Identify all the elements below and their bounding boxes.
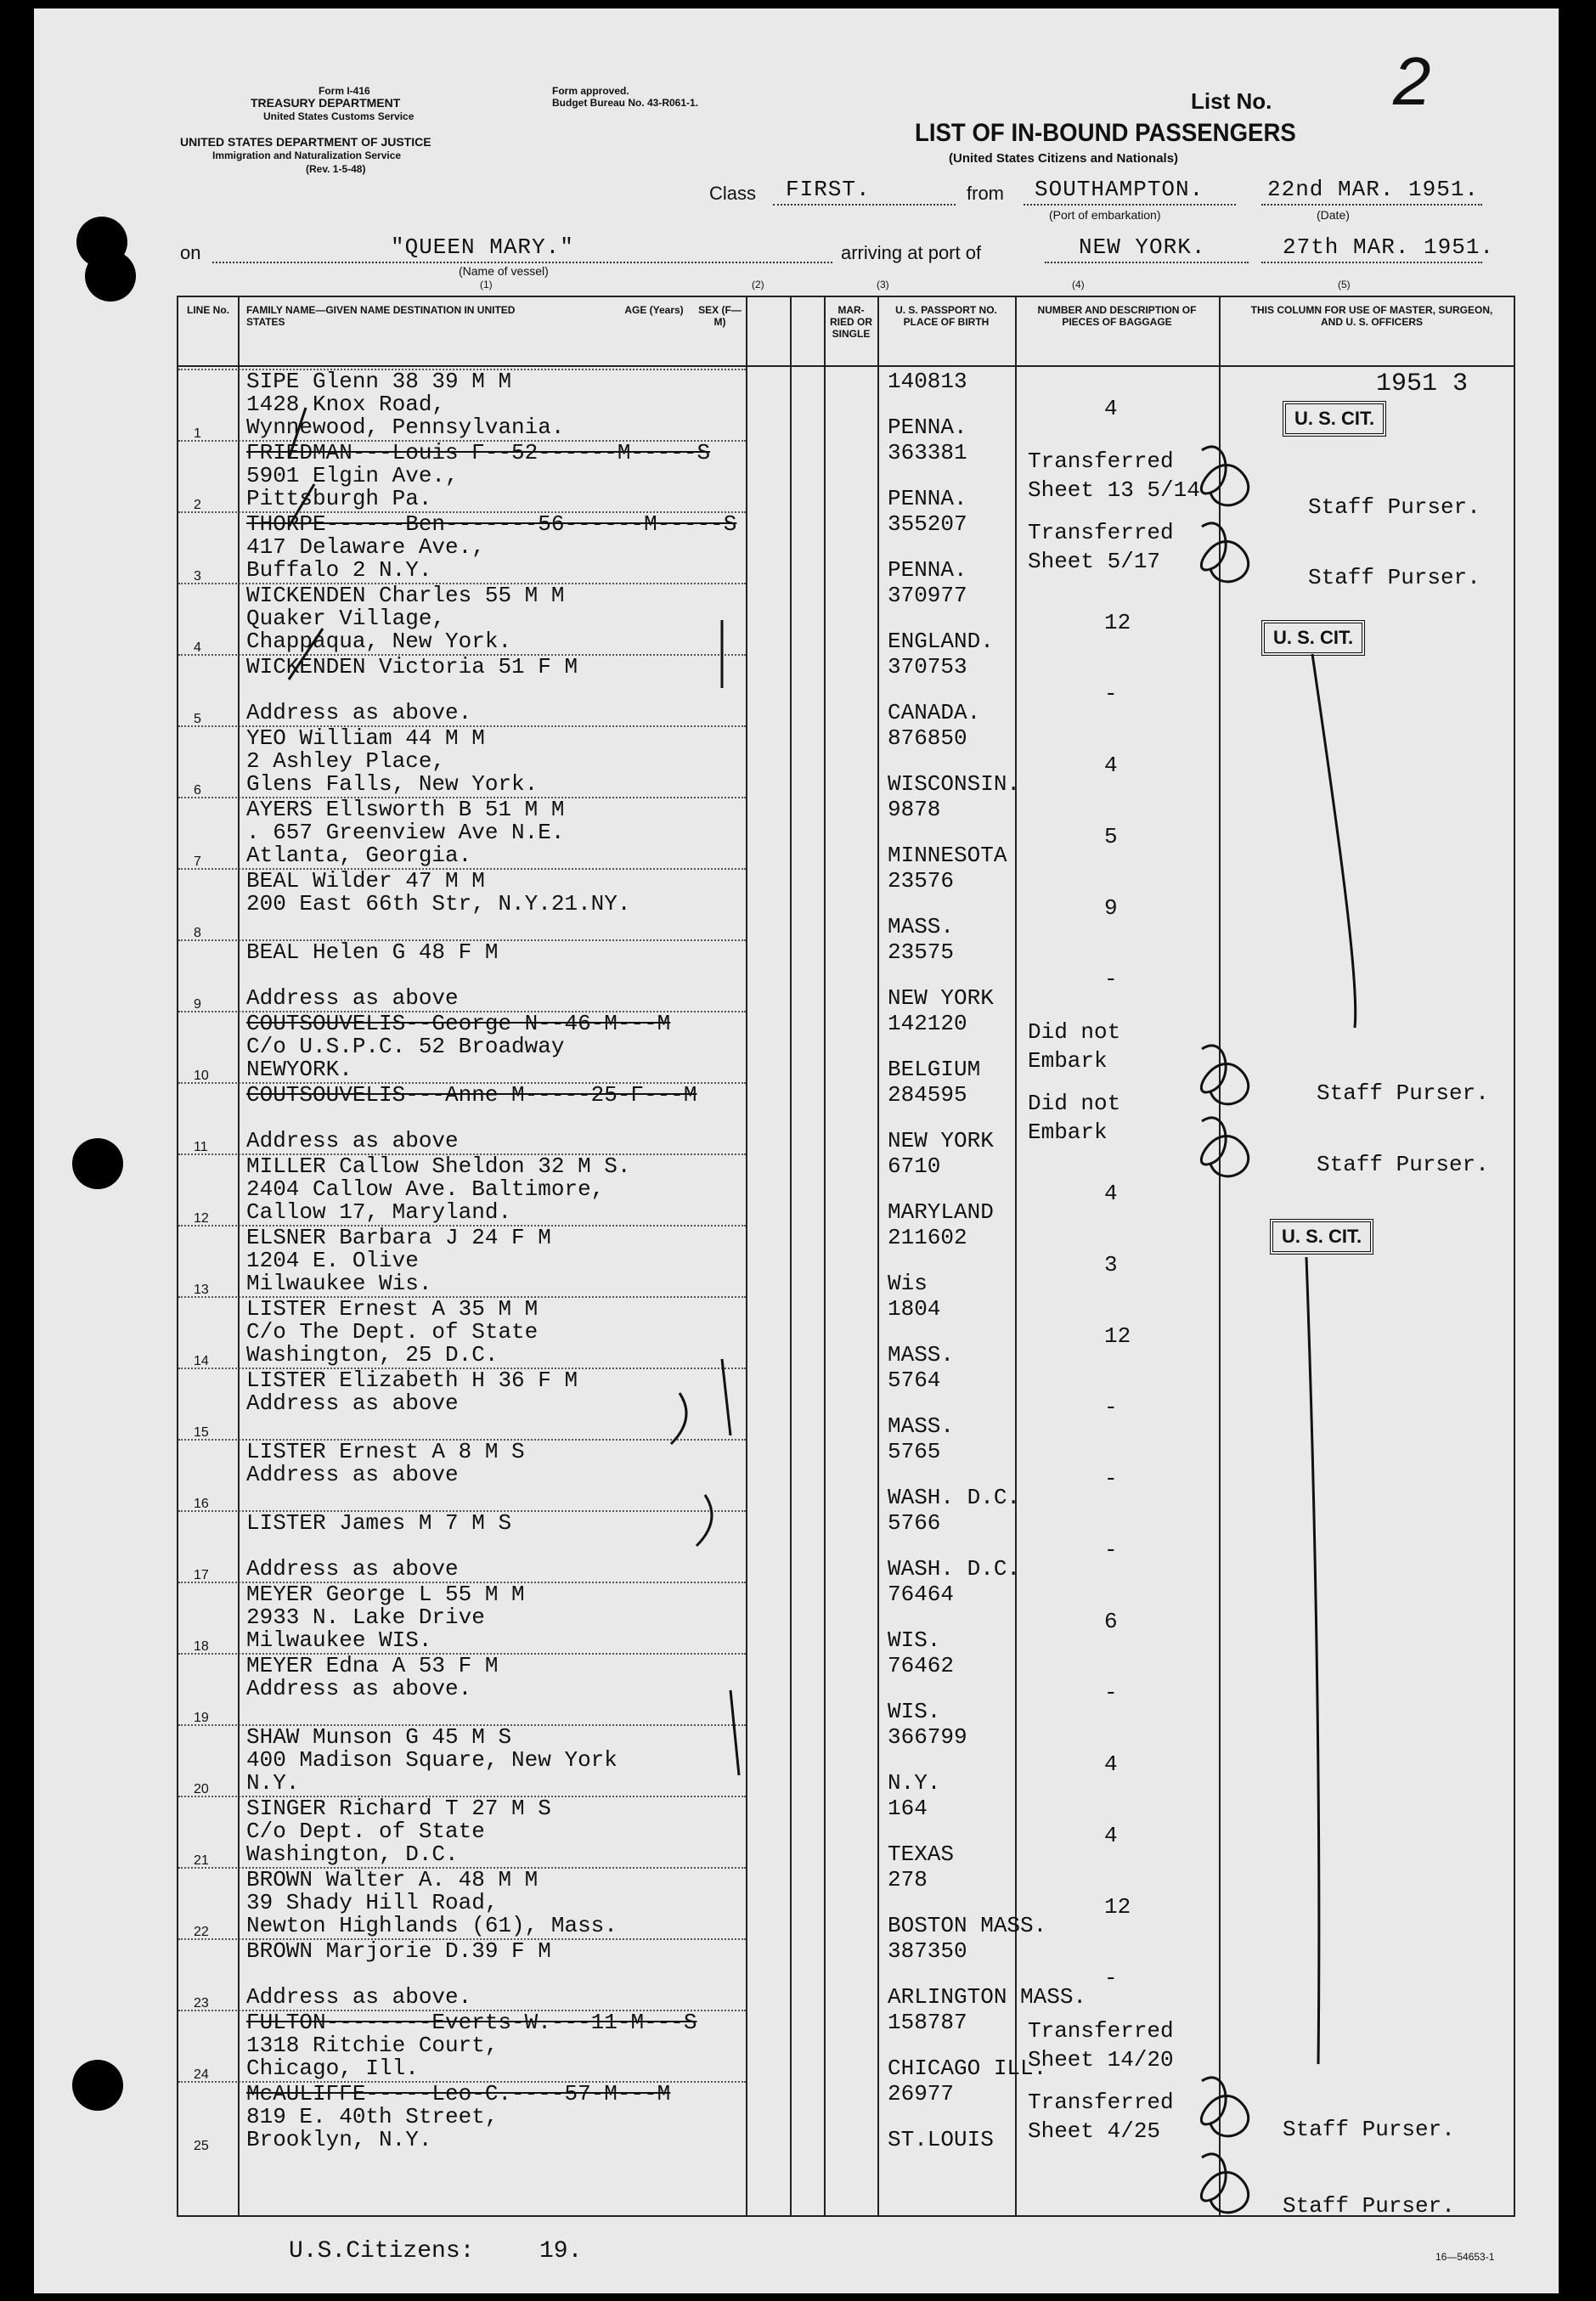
name-line: AYERS Ellsworth B 51 M M xyxy=(246,797,565,822)
baggage-count: 4 xyxy=(1104,1181,1118,1206)
form-subtitle: (United States Citizens and Nationals) xyxy=(949,151,1179,166)
form-code: 16—54653-1 xyxy=(1435,2251,1495,2263)
col-num-4: (4) xyxy=(1072,279,1085,290)
arrival-port: NEW YORK. xyxy=(1079,234,1206,260)
ink-scribble xyxy=(1201,523,1248,582)
list-number: 2 xyxy=(1393,43,1431,119)
address-line-2: Glens Falls, New York. xyxy=(246,771,539,797)
name-line: ELSNER Barbara J 24 F M xyxy=(246,1225,551,1250)
col-age: AGE (Years) xyxy=(624,304,684,316)
address-line-1: 200 East 66th Str, N.Y.21.NY. xyxy=(246,891,631,916)
passport-number: 23576 xyxy=(888,868,955,894)
staff-purser-note: Staff Purser. xyxy=(1308,565,1480,590)
class-value: FIRST. xyxy=(786,177,871,202)
baggage-count: Did not xyxy=(1028,1019,1121,1045)
treasury-dept: TREASURY DEPARTMENT xyxy=(251,96,401,110)
name-line: MILLER Callow Sheldon 32 M S. xyxy=(246,1153,631,1179)
address-line-1: 2933 N. Lake Drive xyxy=(246,1604,485,1630)
baggage-count: 6 xyxy=(1104,1609,1118,1634)
place-of-birth: PENNA. xyxy=(888,415,967,440)
citizens-count: 19. xyxy=(539,2238,583,2264)
name-line: WICKENDEN Charles 55 M M xyxy=(246,583,565,608)
address-line-1: 1204 E. Olive xyxy=(246,1248,419,1273)
name-line: FRIEDMAN---Louis F--52------M-----S xyxy=(246,440,711,465)
baggage-count: - xyxy=(1104,1537,1118,1563)
address-line-2: Address as above xyxy=(246,985,459,1011)
place-of-birth: CANADA. xyxy=(888,700,981,725)
place-of-birth: BOSTON MASS. xyxy=(888,1913,1047,1938)
address-line-2: Chicago, Ill. xyxy=(246,2056,419,2081)
passport-number: 76464 xyxy=(888,1582,955,1607)
passport-number: 370977 xyxy=(888,583,967,608)
address-line-1: C/o Dept. of State xyxy=(246,1819,485,1844)
line-number: 23 xyxy=(194,1996,209,2011)
place-of-birth: NEW YORK xyxy=(888,985,994,1011)
ink-scribble xyxy=(1201,447,1248,505)
col-num-2: (2) xyxy=(752,279,764,290)
staff-purser-note: Staff Purser. xyxy=(1308,494,1480,520)
staff-purser-note: Staff Purser. xyxy=(1283,2117,1455,2142)
col-passport: U. S. PASSPORT NO. PLACE OF BIRTH xyxy=(895,304,997,328)
baggage-count: 5 xyxy=(1104,824,1118,849)
place-of-birth: MASS. xyxy=(888,1342,955,1368)
citizens-label: U.S.Citizens: xyxy=(289,2238,475,2264)
passport-number: 23575 xyxy=(888,939,955,965)
from-label: from xyxy=(967,183,1004,204)
name-line: WICKENDEN Victoria 51 F M xyxy=(246,654,578,680)
baggage-note: Sheet 13 5/14 xyxy=(1028,477,1200,503)
passport-number: 211602 xyxy=(888,1225,967,1250)
col-line: LINE No. xyxy=(187,304,229,316)
baggage-count: - xyxy=(1104,1965,1118,1991)
place-of-birth: WIS. xyxy=(888,1627,941,1653)
baggage-count: 4 xyxy=(1104,396,1118,421)
line-number: 7 xyxy=(194,854,201,869)
address-line-2: Milwaukee WIS. xyxy=(246,1627,432,1653)
line-number: 3 xyxy=(194,569,201,584)
place-of-birth: ARLINGTON MASS. xyxy=(888,1984,1087,2010)
baggage-count: Did not xyxy=(1028,1091,1121,1116)
name-line: LISTER James M 7 M S xyxy=(246,1510,512,1536)
baggage-count: Transferred xyxy=(1028,448,1174,474)
address-line-2: Address as above xyxy=(246,1556,459,1582)
tick-marks xyxy=(289,408,323,680)
name-line: COUTSOUVELIS--George N--46-M---M xyxy=(246,1011,671,1036)
place-of-birth: N.Y. xyxy=(888,1770,941,1796)
col-name: FAMILY NAME—GIVEN NAME DESTINATION IN UNITED STATES xyxy=(246,304,516,328)
name-line: THORPE------Ben-------56------M-----S xyxy=(246,511,737,537)
arriving-label: arriving at port of xyxy=(841,242,982,263)
ink-scribble xyxy=(1201,1118,1248,1176)
col-num-1: (1) xyxy=(480,279,493,290)
passport-number: 158787 xyxy=(888,2010,967,2035)
address-line-1: Address as above. xyxy=(246,1676,472,1701)
address-line-2: Milwaukee Wis. xyxy=(246,1271,432,1296)
line-number: 1 xyxy=(194,426,201,441)
address-line-2: Address as above. xyxy=(246,700,472,725)
address-line-1: 400 Madison Square, New York xyxy=(246,1747,618,1773)
baggage-count: 4 xyxy=(1104,1751,1118,1777)
address-line-2: Wynnewood, Pennsylvania. xyxy=(246,415,565,440)
staff-purser-note: Staff Purser. xyxy=(1317,1152,1489,1177)
baggage-count: - xyxy=(1104,681,1118,707)
line-number: 9 xyxy=(194,997,201,1012)
passport-number: 164 xyxy=(888,1796,928,1821)
baggage-count: 12 xyxy=(1104,610,1131,635)
passport-number: 387350 xyxy=(888,1938,967,1964)
baggage-count: - xyxy=(1104,1680,1118,1706)
address-line-2: Atlanta, Georgia. xyxy=(246,843,472,868)
baggage-count: - xyxy=(1104,1395,1118,1420)
list-no-label: List No. xyxy=(1191,88,1272,114)
departure-date: 22nd MAR. 1951. xyxy=(1267,177,1480,202)
place-of-birth: WASH. D.C. xyxy=(888,1485,1021,1510)
passport-number: 5766 xyxy=(888,1510,941,1536)
line-number: 4 xyxy=(194,640,201,655)
name-line: BEAL Helen G 48 F M xyxy=(246,939,499,965)
address-line-2: Newton Highlands (61), Mass. xyxy=(246,1913,618,1938)
place-of-birth: WASH. D.C. xyxy=(888,1556,1021,1582)
top-stamp-mark: 1951 3 xyxy=(1376,369,1469,398)
line-number: 25 xyxy=(194,2139,209,2153)
address-line-1: 39 Shady Hill Road, xyxy=(246,1890,499,1915)
us-cit-stamp: U. S. CIT. xyxy=(1283,401,1386,437)
baggage-note: Sheet 5/17 xyxy=(1028,549,1161,574)
handwritten-marks xyxy=(34,8,1559,2293)
baggage-count: Transferred xyxy=(1028,520,1174,545)
name-line: MEYER Edna A 53 F M xyxy=(246,1653,499,1678)
place-of-birth: CHICAGO ILL. xyxy=(888,2056,1047,2081)
passport-number: 26977 xyxy=(888,2081,955,2106)
date-caption: (Date) xyxy=(1317,208,1350,222)
col-sex: SEX (F—M) xyxy=(698,304,742,328)
name-line: McAULIFFE-----Leo-C.----57-M---M xyxy=(246,2081,671,2106)
name-line: SHAW Munson G 45 M S xyxy=(246,1724,512,1750)
vessel-caption: (Name of vessel) xyxy=(459,264,549,278)
place-of-birth: MASS. xyxy=(888,914,955,939)
baggage-count: Transferred xyxy=(1028,2018,1174,2044)
place-of-birth: Wis xyxy=(888,1271,928,1296)
baggage-count: 3 xyxy=(1104,1252,1118,1277)
address-line-1: 5901 Elgin Ave., xyxy=(246,463,459,488)
place-of-birth: WISCONSIN. xyxy=(888,771,1021,797)
on-label: on xyxy=(180,242,201,263)
place-of-birth: PENNA. xyxy=(888,557,967,583)
passport-number: 366799 xyxy=(888,1724,967,1750)
ink-curl xyxy=(671,1393,712,1546)
place-of-birth: PENNA. xyxy=(888,486,967,511)
baggage-count: 9 xyxy=(1104,895,1118,921)
address-line-2: Washington, D.C. xyxy=(246,1841,459,1867)
col-officers: THIS COLUMN FOR USE OF MASTER, SURGEON, AND U. S. OFFICERS xyxy=(1250,304,1493,328)
ink-scribble xyxy=(1201,1046,1248,1104)
passport-number: 140813 xyxy=(888,369,967,394)
ink-line xyxy=(722,620,739,1775)
address-line-2: Brooklyn, N.Y. xyxy=(246,2127,432,2152)
line-number: 5 xyxy=(194,712,201,726)
class-label: Class xyxy=(709,183,757,204)
passport-number: 9878 xyxy=(888,797,941,822)
line-number: 10 xyxy=(194,1069,209,1083)
address-line-2: Address as above xyxy=(246,1128,459,1153)
address-line-1: Quaker Village, xyxy=(246,606,446,631)
name-line: BROWN Marjorie D.39 F M xyxy=(246,1938,551,1964)
address-line-1: C/o The Dept. of State xyxy=(246,1319,539,1345)
address-line-1: 819 E. 40th Street, xyxy=(246,2104,499,2129)
customs-service: United States Customs Service xyxy=(263,110,415,122)
name-line: LISTER Elizabeth H 36 F M xyxy=(246,1368,578,1393)
passport-number: 355207 xyxy=(888,511,967,537)
address-line-2: Chappaqua, New York. xyxy=(246,629,512,654)
address-line-2: NEWYORK. xyxy=(246,1057,352,1082)
passport-number: 876850 xyxy=(888,725,967,751)
baggage-count: 4 xyxy=(1104,1823,1118,1848)
line-number: 13 xyxy=(194,1283,209,1297)
ink-scribble xyxy=(1201,2078,1248,2136)
place-of-birth: BELGIUM xyxy=(888,1057,981,1082)
form-title: LIST OF IN-BOUND PASSENGERS xyxy=(915,119,1296,147)
address-line-1: 2 Ashley Place, xyxy=(246,748,446,774)
address-line-2: Pittsburgh Pa. xyxy=(246,486,432,511)
passport-number: 278 xyxy=(888,1867,928,1892)
passport-number: 5764 xyxy=(888,1368,941,1393)
col-married: MAR- RIED OR SINGLE xyxy=(829,304,872,340)
us-cit-stamp: U. S. CIT. xyxy=(1270,1219,1373,1255)
line-number: 19 xyxy=(194,1711,209,1725)
line-number: 16 xyxy=(194,1497,209,1511)
baggage-note: Embark xyxy=(1028,1048,1108,1074)
place-of-birth: NEW YORK xyxy=(888,1128,994,1153)
line-number: 2 xyxy=(194,498,201,512)
col-num-3: (3) xyxy=(877,279,889,290)
line-number: 12 xyxy=(194,1211,209,1226)
line-number: 24 xyxy=(194,2067,209,2082)
place-of-birth: MARYLAND xyxy=(888,1199,994,1225)
revision-date: (Rev. 1-5-48) xyxy=(306,163,366,175)
line-number: 17 xyxy=(194,1568,209,1582)
line-number: 15 xyxy=(194,1425,209,1440)
line-number: 22 xyxy=(194,1925,209,1939)
col-baggage: NUMBER AND DESCRIPTION OF PIECES OF BAGGAGE xyxy=(1037,304,1197,328)
us-cit-stamp: U. S. CIT. xyxy=(1261,620,1365,656)
name-line: LISTER Ernest A 35 M M xyxy=(246,1296,539,1322)
line-number: 21 xyxy=(194,1853,209,1868)
place-of-birth: ENGLAND. xyxy=(888,629,994,654)
name-line: BEAL Wilder 47 M M xyxy=(246,868,485,894)
line-number: 11 xyxy=(194,1140,208,1154)
name-line: COUTSOUVELIS---Anne M-----25-F---M xyxy=(246,1082,697,1108)
line-number: 6 xyxy=(194,783,201,798)
staff-purser-note: Staff Purser. xyxy=(1283,2193,1455,2219)
manifest-sheet xyxy=(34,8,1559,2293)
passport-number: 6710 xyxy=(888,1153,941,1179)
passport-number: 76462 xyxy=(888,1653,955,1678)
address-line-1: 417 Delaware Ave., xyxy=(246,534,485,560)
doj-header: UNITED STATES DEPARTMENT OF JUSTICE xyxy=(180,135,431,149)
ink-scribble xyxy=(1201,2154,1248,2213)
place-of-birth: MASS. xyxy=(888,1413,955,1439)
name-line: YEO William 44 M M xyxy=(246,725,485,751)
baggage-note: Sheet 14/20 xyxy=(1028,2047,1174,2073)
embark-port: SOUTHAMPTON. xyxy=(1035,177,1204,202)
baggage-note: Embark xyxy=(1028,1119,1108,1145)
line-number: 18 xyxy=(194,1639,209,1654)
embark-caption: (Port of embarkation) xyxy=(1049,208,1161,222)
arrival-date: 27th MAR. 1951. xyxy=(1283,234,1495,260)
baggage-count: - xyxy=(1104,1466,1118,1492)
line-number: 20 xyxy=(194,1782,209,1796)
address-line-1: 1318 Ritchie Court, xyxy=(246,2033,499,2058)
form-approved: Form approved. xyxy=(552,85,629,97)
baggage-count: - xyxy=(1104,967,1118,992)
address-line-2: Washington, 25 D.C. xyxy=(246,1342,499,1368)
address-line-2: Callow 17, Maryland. xyxy=(246,1199,512,1225)
address-line-2: N.Y. xyxy=(246,1770,300,1796)
place-of-birth: TEXAS xyxy=(888,1841,955,1867)
baggage-count: 4 xyxy=(1104,753,1118,778)
address-line-2: Address as above. xyxy=(246,1984,472,2010)
baggage-note: Sheet 4/25 xyxy=(1028,2118,1161,2144)
passport-number: 1804 xyxy=(888,1296,941,1322)
address-line-1: 1428 Knox Road, xyxy=(246,392,446,417)
line-number: 14 xyxy=(194,1354,209,1368)
baggage-count: Transferred xyxy=(1028,2090,1174,2115)
name-line: LISTER Ernest A 8 M S xyxy=(246,1439,525,1464)
ink-line xyxy=(1306,1257,1319,2064)
place-of-birth: ST.LOUIS xyxy=(888,2127,994,2152)
line-number: 8 xyxy=(194,926,201,940)
passport-number: 142120 xyxy=(888,1011,967,1036)
name-line: FULTON--------Everts-W.---11-M---S xyxy=(246,2010,697,2035)
name-line: BROWN Walter A. 48 M M xyxy=(246,1867,539,1892)
address-line-2: Buffalo 2 N.Y. xyxy=(246,557,432,583)
vessel-name: "QUEEN MARY." xyxy=(391,234,574,260)
passport-number: 370753 xyxy=(888,654,967,680)
baggage-count: 12 xyxy=(1104,1894,1131,1920)
budget-bureau: Budget Bureau No. 43-R061-1. xyxy=(552,97,699,109)
place-of-birth: WIS. xyxy=(888,1699,941,1724)
name-line: SINGER Richard T 27 M S xyxy=(246,1796,551,1821)
form-number: Form I-416 xyxy=(319,85,370,97)
address-line-1: 2404 Callow Ave. Baltimore, xyxy=(246,1176,605,1202)
ins-header: Immigration and Naturalization Service xyxy=(212,149,402,161)
ink-line xyxy=(1312,654,1356,1028)
passport-number: 5765 xyxy=(888,1439,941,1464)
address-line-1: Address as above xyxy=(246,1390,459,1416)
col-num-5: (5) xyxy=(1338,279,1351,290)
address-line-1: C/o U.S.P.C. 52 Broadway xyxy=(246,1034,565,1059)
place-of-birth: MINNESOTA xyxy=(888,843,1007,868)
baggage-count: 12 xyxy=(1104,1323,1131,1349)
address-line-1: . 657 Greenview Ave N.E. xyxy=(246,820,565,845)
staff-purser-note: Staff Purser. xyxy=(1317,1080,1489,1106)
address-line-1: Address as above xyxy=(246,1462,459,1487)
passport-number: 363381 xyxy=(888,440,967,465)
passport-number: 284595 xyxy=(888,1082,967,1108)
name-line: MEYER George L 55 M M xyxy=(246,1582,525,1607)
name-line: SIPE Glenn 38 39 M M xyxy=(246,369,512,394)
